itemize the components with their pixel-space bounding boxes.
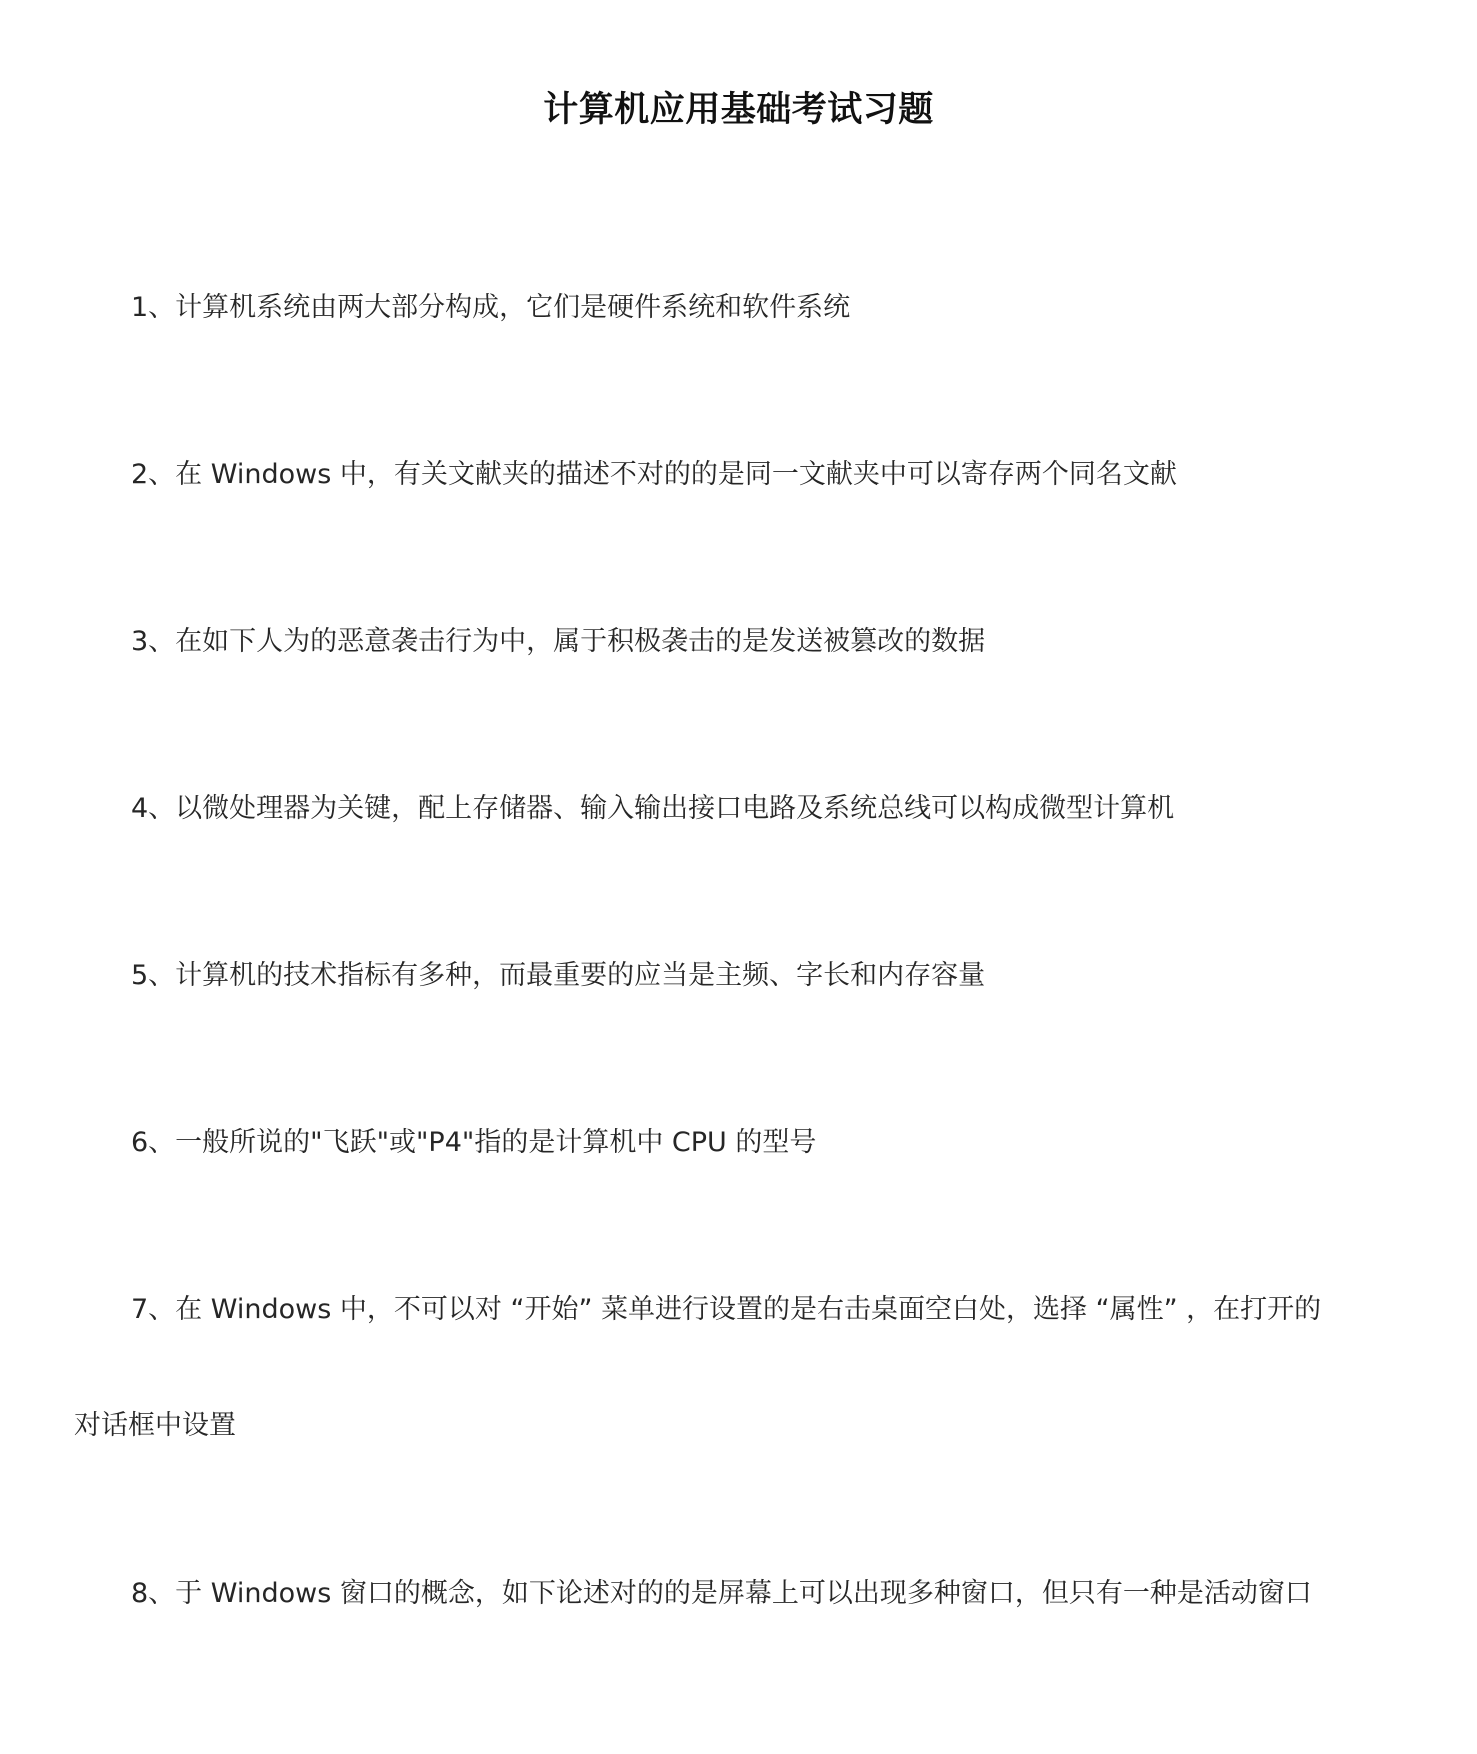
question-text: 6、一般所说的"飞跃"或"P4"指的是计算机中 CPU 的型号 [131,1127,817,1158]
question-item-7 [74,1290,1404,1446]
question-item-1 [74,288,1404,328]
question-text: 7、在 Windows 中，不可以对 “开始” 菜单进行设置的是右击桌面空白处，选择 “属性” ，在打开的 [131,1294,1322,1325]
question-item-8 [74,1574,1404,1614]
question-item-4 [74,789,1404,829]
question-item-5 [74,956,1404,996]
question-text: 5、计算机的技术指标有多种，而最重要的应当是主频、字长和内存容量 [131,960,986,991]
question-text: 8、于 Windows 窗口的概念，如下论述对的的是屏幕上可以出现多种窗口，但只有一种是活动窗口 [131,1578,1312,1609]
question-text: 2、在 Windows 中，有关文献夹的描述不对的的是同一文献夹中可以寄存两个同名文献 [131,459,1177,490]
question-text: 3、在如下人为的恶意袭击行为中，属于积极袭击的是发送被篡改的数据 [131,626,986,657]
question-text: 4、以微处理器为关键，配上存储器、输入输出接口电路及系统总线可以构成微型计算机 [131,793,1175,824]
question-item-6 [74,1123,1404,1163]
document-title: 计算机应用基础考试习题 [543,90,934,130]
question-item-3 [74,622,1404,662]
question-item-2 [74,455,1404,495]
question-text: 1、计算机系统由两大部分构成，它们是硬件系统和软件系统 [131,292,851,323]
question-text-continuation: 对话框中设置 [74,1410,236,1441]
